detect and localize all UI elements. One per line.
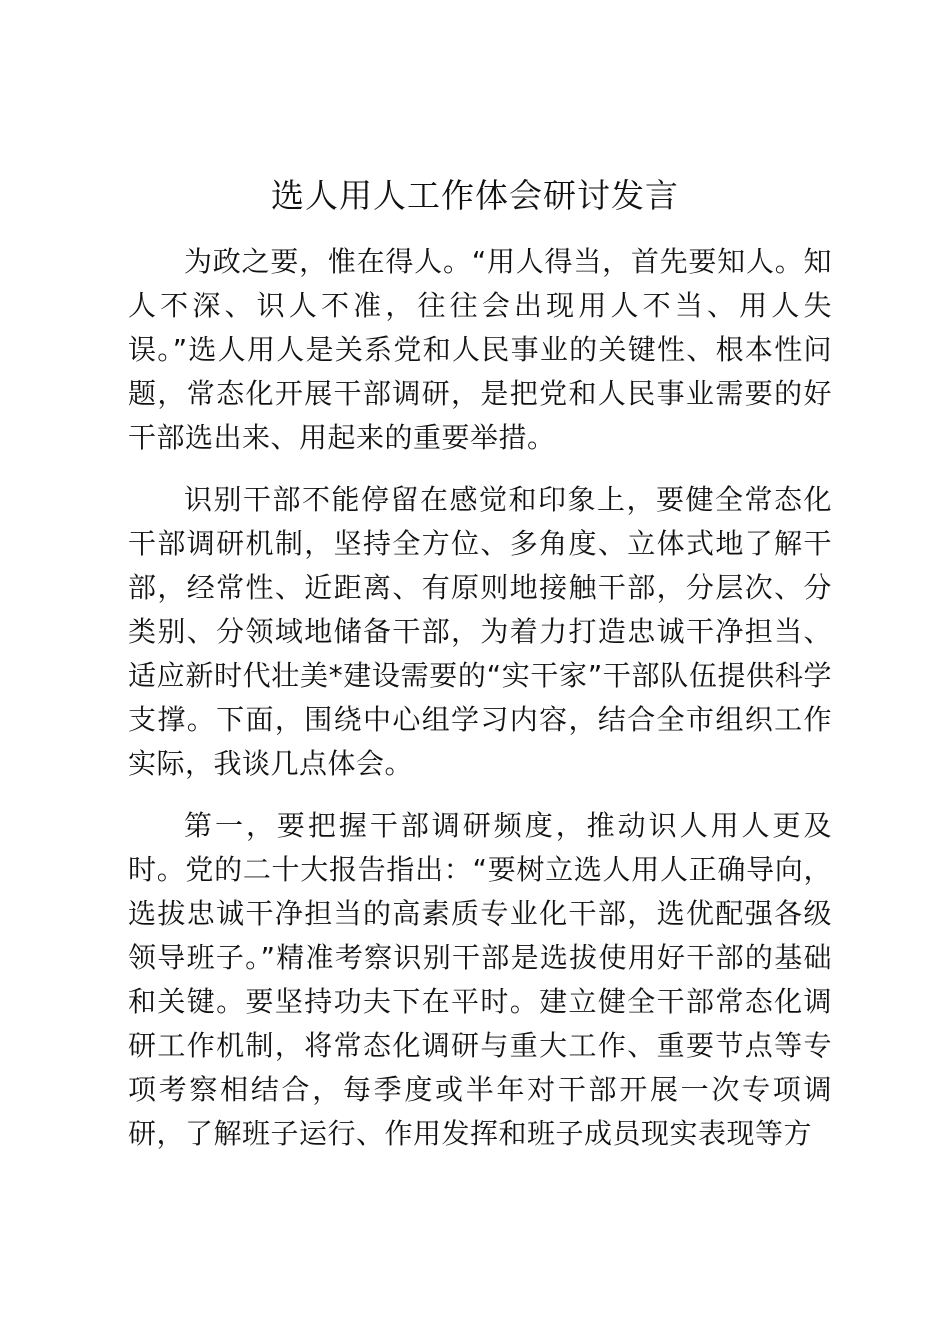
document-title: 选人用人工作体会研讨发言: [271, 176, 679, 215]
paragraph-3: 第一，要把握干部调研频度，推动识人用人更及时。党的二十大报告指出：“要树立选人用人正确导向，选拔忠诚干净担当的高素质专业化干部，选优配强各级领导班子。”精准考察识别干部是选拔使用好干部的基础和关键。要坚持功夫下在平时。建立健全干部常态化调研工作机制，将常态化调研与重大工作、重要节点等专项考察相结合，每季度或半年对干部开展一次专项调研，了解班子运行、作用发挥和班子成员现实表现等方: [128, 809, 832, 1150]
paragraph-1: 为政之要，惟在得人。“用人得当，首先要知人。知人不深、识人不准，往往会出现用人不当、用人失误。”选人用人是关系党和人民事业的关键性、根本性问题，常态化开展干部调研，是把党和人民事业需要的好干部选出来、用起来的重要举措。: [128, 245, 832, 454]
paragraph-2: 识别干部不能停留在感觉和印象上，要健全常态化干部调研机制，坚持全方位、多角度、立体式地了解干部，经常性、近距离、有原则地接触干部，分层次、分类别、分领域地储备干部，为着力打造忠诚干净担当、适应新时代壮美*建设需要的“实干家”干部队伍提供科学支撑。下面，围绕中心组学习内容，结合全市组织工作实际，我谈几点体会。: [128, 483, 832, 780]
document-body: [128, 240, 832, 1174]
